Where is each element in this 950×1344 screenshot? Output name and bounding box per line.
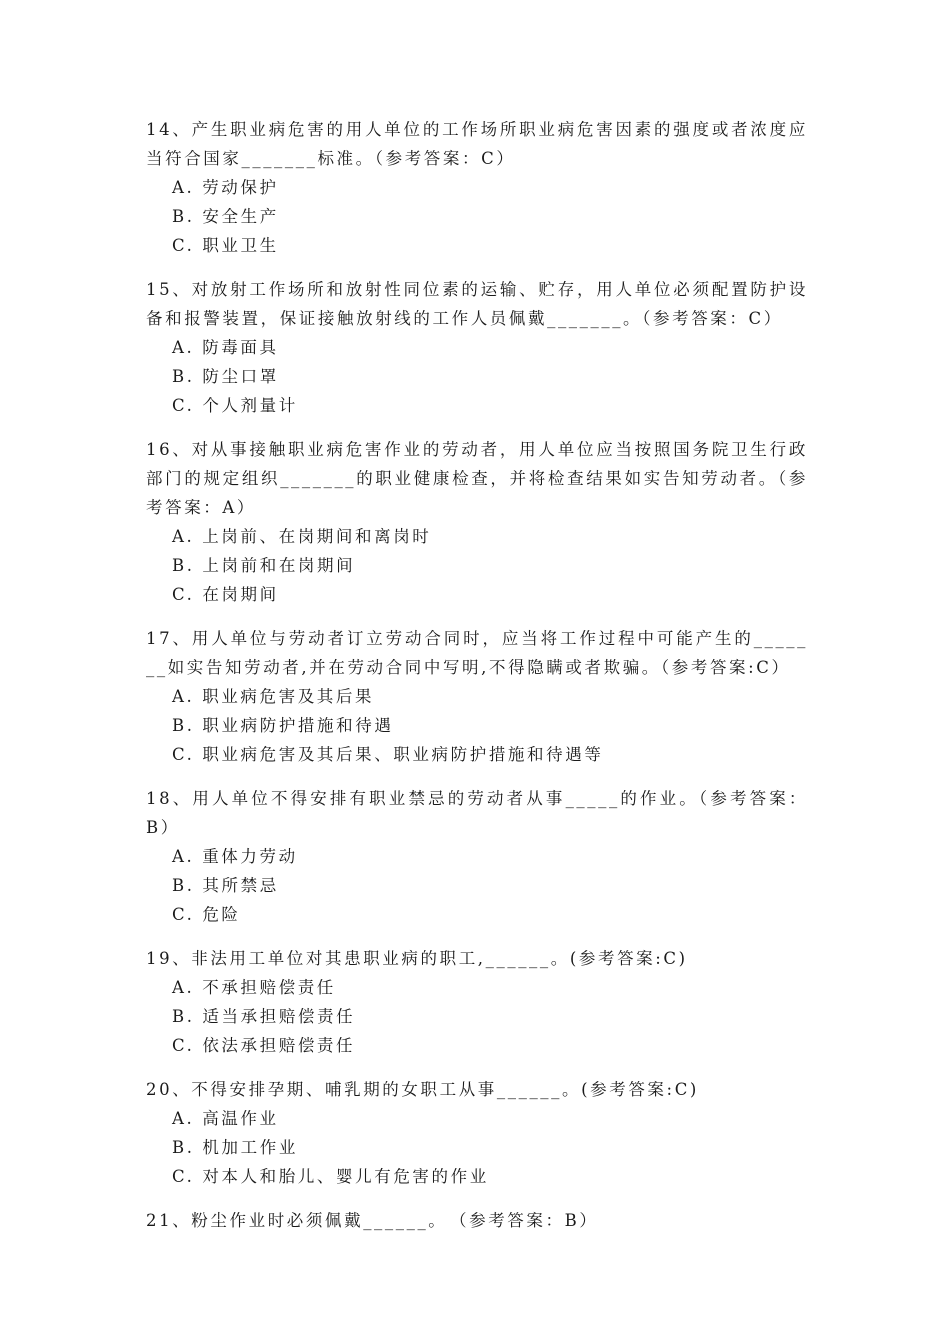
question-text: 19、非法用工单位对其患职业病的职工,______。(参考答案:C) xyxy=(146,949,688,968)
option-b: B. 职业病防护措施和待遇 xyxy=(172,716,394,735)
option-b: B. 防尘口罩 xyxy=(172,367,279,386)
option-a: A. 劳动保护 xyxy=(172,178,279,197)
spacer xyxy=(146,1060,808,1075)
option-b: B. 适当承担赔偿责任 xyxy=(172,1007,356,1026)
option-a: A. 防毒面具 xyxy=(172,338,279,357)
option-list xyxy=(146,1104,808,1191)
option-list xyxy=(146,682,808,769)
option-a: A. 不承担赔偿责任 xyxy=(172,978,336,997)
option-c: C. 对本人和胎儿、婴儿有危害的作业 xyxy=(172,1167,489,1186)
spacer xyxy=(146,1191,808,1206)
option-b: B. 安全生产 xyxy=(172,207,279,226)
question-text: 16、对从事接触职业病危害作业的劳动者，用人单位应当按照国务院卫生行政部门的规定组织_______的职业健康检查，并将检查结果如实告知劳动者。（参考答案：A） xyxy=(146,440,808,517)
question-text: 14、产生职业病危害的用人单位的工作场所职业病危害因素的强度或者浓度应当符合国家_______标准。（参考答案：C） xyxy=(146,120,808,168)
option-b: B. 机加工作业 xyxy=(172,1138,298,1157)
question-17 xyxy=(146,624,808,769)
question-21 xyxy=(146,1206,808,1235)
question-18 xyxy=(146,784,808,929)
option-a: A. 高温作业 xyxy=(172,1109,279,1128)
option-list xyxy=(146,522,808,609)
document-page xyxy=(146,115,808,1235)
spacer xyxy=(146,420,808,435)
option-c: C. 危险 xyxy=(172,905,241,924)
option-list xyxy=(146,333,808,420)
option-c: C. 依法承担赔偿责任 xyxy=(172,1036,356,1055)
question-text: 20、不得安排孕期、哺乳期的女职工从事______。(参考答案:C) xyxy=(146,1080,699,1099)
spacer xyxy=(146,260,808,275)
option-b: B. 其所禁忌 xyxy=(172,876,279,895)
option-list xyxy=(146,173,808,260)
question-text: 17、用人单位与劳动者订立劳动合同时，应当将工作过程中可能产生的_______如实告知劳动者,并在劳动合同中写明,不得隐瞒或者欺骗。（参考答案:C） xyxy=(146,629,808,677)
option-c: C. 职业卫生 xyxy=(172,236,279,255)
option-b: B. 上岗前和在岗期间 xyxy=(172,556,356,575)
question-16 xyxy=(146,435,808,609)
option-a: A. 职业病危害及其后果 xyxy=(172,687,375,706)
option-list xyxy=(146,842,808,929)
option-a: A. 重体力劳动 xyxy=(172,847,298,866)
question-19 xyxy=(146,944,808,1060)
question-14 xyxy=(146,115,808,260)
spacer xyxy=(146,769,808,784)
option-c: C. 在岗期间 xyxy=(172,585,279,604)
option-c: C. 个人剂量计 xyxy=(172,396,298,415)
question-15 xyxy=(146,275,808,420)
option-c: C. 职业病危害及其后果、职业病防护措施和待遇等 xyxy=(172,745,604,764)
option-list xyxy=(146,973,808,1060)
spacer xyxy=(146,609,808,624)
question-text: 15、对放射工作场所和放射性同位素的运输、贮存，用人单位必须配置防护设备和报警装置，保证接触放射线的工作人员佩戴_______。（参考答案：C） xyxy=(146,280,808,328)
option-a: A. 上岗前、在岗期间和离岗时 xyxy=(172,527,432,546)
question-20 xyxy=(146,1075,808,1191)
question-text: 18、用人单位不得安排有职业禁忌的劳动者从事_____的作业。（参考答案：B） xyxy=(146,789,808,837)
question-text: 21、粉尘作业时必须佩戴______。 （参考答案：B） xyxy=(146,1211,599,1230)
spacer xyxy=(146,929,808,944)
